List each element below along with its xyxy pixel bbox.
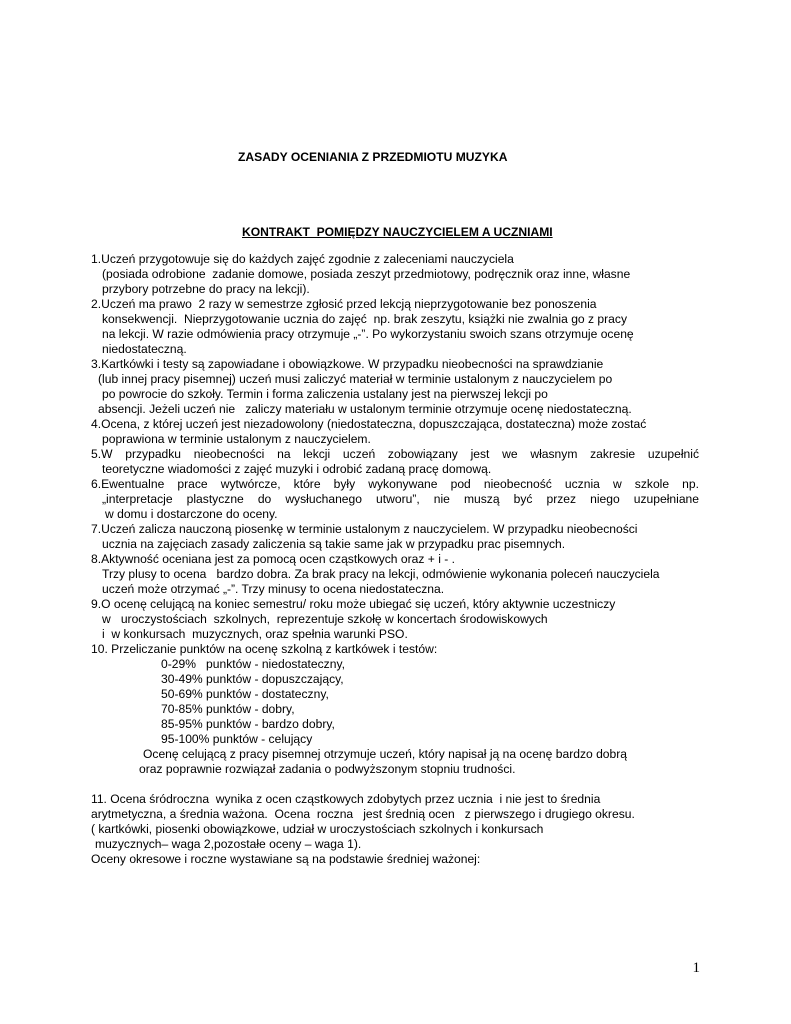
text-line: 8.Aktywność oceniana jest za pomocą ocen cząstkowych oraz + i - . [91, 552, 455, 566]
text-line: 10. Przeliczanie punktów na ocenę szkolną z kartkówek i testów: [91, 642, 438, 656]
list-item: 85-95% punktów - bardzo dobry, [161, 717, 335, 731]
text-line: 5.W przypadku nieobecności na lekcji uczeń zobowiązany jest we własnym zakresie uzupełnić [91, 447, 699, 461]
list-item: 30-49% punktów - dopuszczający, [161, 672, 344, 686]
text-line: teoretyczne wiadomości z zajęć muzyki i odrobić zadaną pracę domową. [102, 462, 492, 476]
text-line: Trzy plusy to ocena bardzo dobra. Za brak pracy na lekcji, odmówienie wykonania poleceń nauczyciela [102, 567, 660, 581]
list-item: 70-85% punktów - dobry, [161, 702, 295, 716]
text-line: 3.Kartkówki i testy są zapowiadane i obowiązkowe. W przypadku nieobecności na sprawdzianie [91, 357, 604, 371]
list-item: 95-100% punktów - celujący [161, 732, 313, 746]
text-line: oraz poprawnie rozwiązał zadania o podwyższonym stopniu trudności. [139, 762, 516, 776]
text-line: absencji. Jeżeli uczeń nie zaliczy materiału w ustalonym terminie otrzymuje ocenę niedostateczną. [98, 402, 632, 416]
text-line: i w konkursach muzycznych, oraz spełnia warunki PSO. [102, 627, 408, 641]
text-line: poprawiona w terminie ustalonym z nauczycielem. [102, 432, 371, 446]
text-line: (posiada odrobione zadanie domowe, posiada zeszyt przedmiotowy, podręcznik oraz inne, własne [102, 267, 631, 281]
text-line: ucznia na zajęciach zasady zaliczenia są takie same jak w przypadku prac pisemnych. [102, 537, 566, 551]
text-line: Oceny okresowe i roczne wystawiane są na podstawie średniej ważonej: [91, 852, 481, 866]
text-line: muzycznych– waga 2,pozostałe oceny – waga 1). [95, 837, 362, 851]
text-line: 9.O ocenę celującą na koniec semestru/ roku może ubiegać się uczeń, który aktywnie uczestniczy [91, 597, 616, 611]
text-line: 1.Uczeń przygotowuje się do każdych zajęć zgodnie z zaleceniami nauczyciela [91, 252, 514, 266]
text-line: (lub innej pracy pisemnej) uczeń musi zaliczyć materiał w terminie ustalonym z nauczycielem po [98, 372, 613, 386]
text-line: „interpretacje plastyczne do wysłuchanego utworu”, nie muszą być przez niego uzupełniane [102, 492, 699, 506]
text-line: uczeń może otrzymać „-”. Trzy minusy to ocena niedostateczna. [102, 582, 445, 596]
text-line: 6.Ewentualne prace wytwórcze, które były wykonywane pod nieobecność ucznia w szkole np. [91, 477, 699, 491]
page-title: ZASADY OCENIANIA Z PRZEDMIOTU MUZYKA [238, 150, 508, 164]
text-line: w uroczystościach szkolnych, reprezentuje szkołę w koncertach środowiskowych [102, 612, 548, 626]
text-line: 4.Ocena, z której uczeń jest niezadowolony (niedostateczna, dopuszczająca, dostateczna) może zostać [91, 417, 647, 431]
text-line: 7.Uczeń zalicza nauczoną piosenkę w terminie ustalonym z nauczycielem. W przypadku nieobecności [91, 522, 638, 536]
text-line: po powrocie do szkoły. Termin i forma zaliczenia ustalany jest na pierwszej lekcji po [102, 387, 548, 401]
text-line: 11. Ocena śródroczna wynika z ocen cząstkowych zdobytych przez ucznia i nie jest to średnia [91, 792, 601, 806]
text-line: na lekcji. W razie odmówienia pracy otrzymuje „-”. Po wykorzystaniu swoich szans otrzymuje ocenę [102, 327, 634, 341]
list-item: 50-69% punktów - dostateczny, [161, 687, 329, 701]
text-line: konsekwencji. Nieprzygotowanie ucznia do zajęć np. brak zeszytu, książki nie zwalnia go z pracy [102, 312, 627, 326]
list-item: 0-29% punktów - niedostateczny, [161, 657, 345, 671]
page-number: 1 [692, 960, 700, 976]
text-line: przybory potrzebne do pracy na lekcji). [102, 282, 310, 296]
text-line: ( kartkówki, piosenki obowiązkowe, udział w uroczystościach szkolnych i konkursach [91, 822, 544, 836]
text-line: w domu i dostarczone do oceny. [105, 507, 278, 521]
page-subtitle: KONTRAKT POMIĘDZY NAUCZYCIELEM A UCZNIAMI [242, 225, 553, 239]
text-line: niedostateczną. [102, 342, 187, 356]
text-line: Ocenę celującą z pracy pisemnej otrzymuje uczeń, który napisał ją na ocenę bardzo dobrą [143, 747, 628, 761]
text-line: 2.Uczeń ma prawo 2 razy w semestrze zgłosić przed lekcją nieprzygotowanie bez ponoszenia [91, 297, 597, 311]
text-line: arytmetyczna, a średnia ważona. Ocena roczna jest średnią ocen z pierwszego i drugiego okresu. [91, 807, 635, 821]
